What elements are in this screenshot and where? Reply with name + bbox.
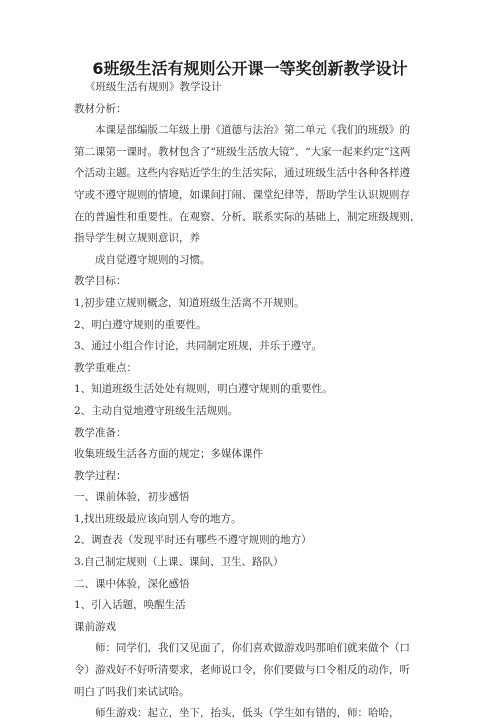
doc-subtitle: 《班级生活有规则》教学设计 [85, 81, 222, 93]
paragraph-line: 令）游戏好不好听清要求，老师说口令，你们要做与口令相反的动作，听 [74, 664, 410, 677]
list-item: 1,找出班级最应该向别人夸的地方。 [74, 512, 242, 525]
paragraph-line: 明白了吗我们来试试哈。 [74, 685, 190, 698]
section-heading: 教材分析： [74, 102, 127, 115]
section-heading: 教学准备： [74, 426, 127, 439]
subsection-heading: 一、课前体验，初步感悟 [74, 491, 190, 504]
list-item: 2、明白遵守规则的重要性。 [74, 318, 207, 331]
list-item: 1,初步建立规则概念，知道班级生活离不开规则。 [74, 296, 305, 309]
paragraph-line: 本课是部编版二年级上册《道德与法治》第二单元《我们的班级》的 [95, 124, 410, 137]
paragraph-line: 个活动主题。这些内容贴近学生的生活实际，通过班级生活中各种各样遵 [74, 167, 410, 180]
subsection-heading: 二、课中体验，深化感悟 [74, 577, 190, 590]
list-item: 1、引入话题，唤醒生活 [74, 599, 186, 612]
document-body [74, 77, 430, 725]
list-item: 2、调查表（发现平时还有哪些不遵守规则的地方） [74, 534, 312, 547]
list-item: 2、主动自觉地遵守班级生活规则。 [74, 404, 239, 417]
paragraph-line: 第二课第一课时。教材包含了“班级生活放大镜”、“大家一起来约定”这两 [74, 145, 411, 158]
section-heading: 教学目标： [74, 275, 127, 288]
list-item: 3.自己制定规则（上课、课间、卫生、路队） [74, 556, 284, 569]
paragraph-line: 成自觉遵守规则的习惯。 [95, 253, 211, 266]
section-heading: 教学重难点： [74, 361, 137, 374]
paragraph-line: 师：同学们，我们又见面了，你们喜欢做游戏吗那咱们就来做个（口 [95, 642, 410, 655]
paragraph-line: 在的普遍性和重要性。在观察、分析、联系实际的基础上，制定班级规则， [74, 210, 421, 223]
paragraph-line: 师生游戏：起立，坐下，抬头，低头（学生如有错的，师：哈哈， [95, 707, 400, 720]
list-item: 1、知道班级生活处处有规则，明白遵守规则的重要性。 [74, 383, 333, 396]
list-item: 3、通过小组合作讨论，共同制定班规，并乐于遵守。 [74, 340, 323, 353]
paragraph-line: 守或不遵守规则的情境，如课间打闹、课堂纪律等，帮助学生认识规则存 [74, 188, 410, 201]
paragraph-line: 收集班级生活各方面的规定；多媒体课件 [74, 448, 263, 461]
paragraph-line: 课前游戏 [74, 620, 116, 633]
section-heading: 教学过程： [74, 469, 127, 482]
document-title: 6班级生活有规则公开课一等奖创新教学设计 [92, 59, 408, 78]
paragraph-line: 指导学生树立规则意识，养 [74, 232, 200, 245]
